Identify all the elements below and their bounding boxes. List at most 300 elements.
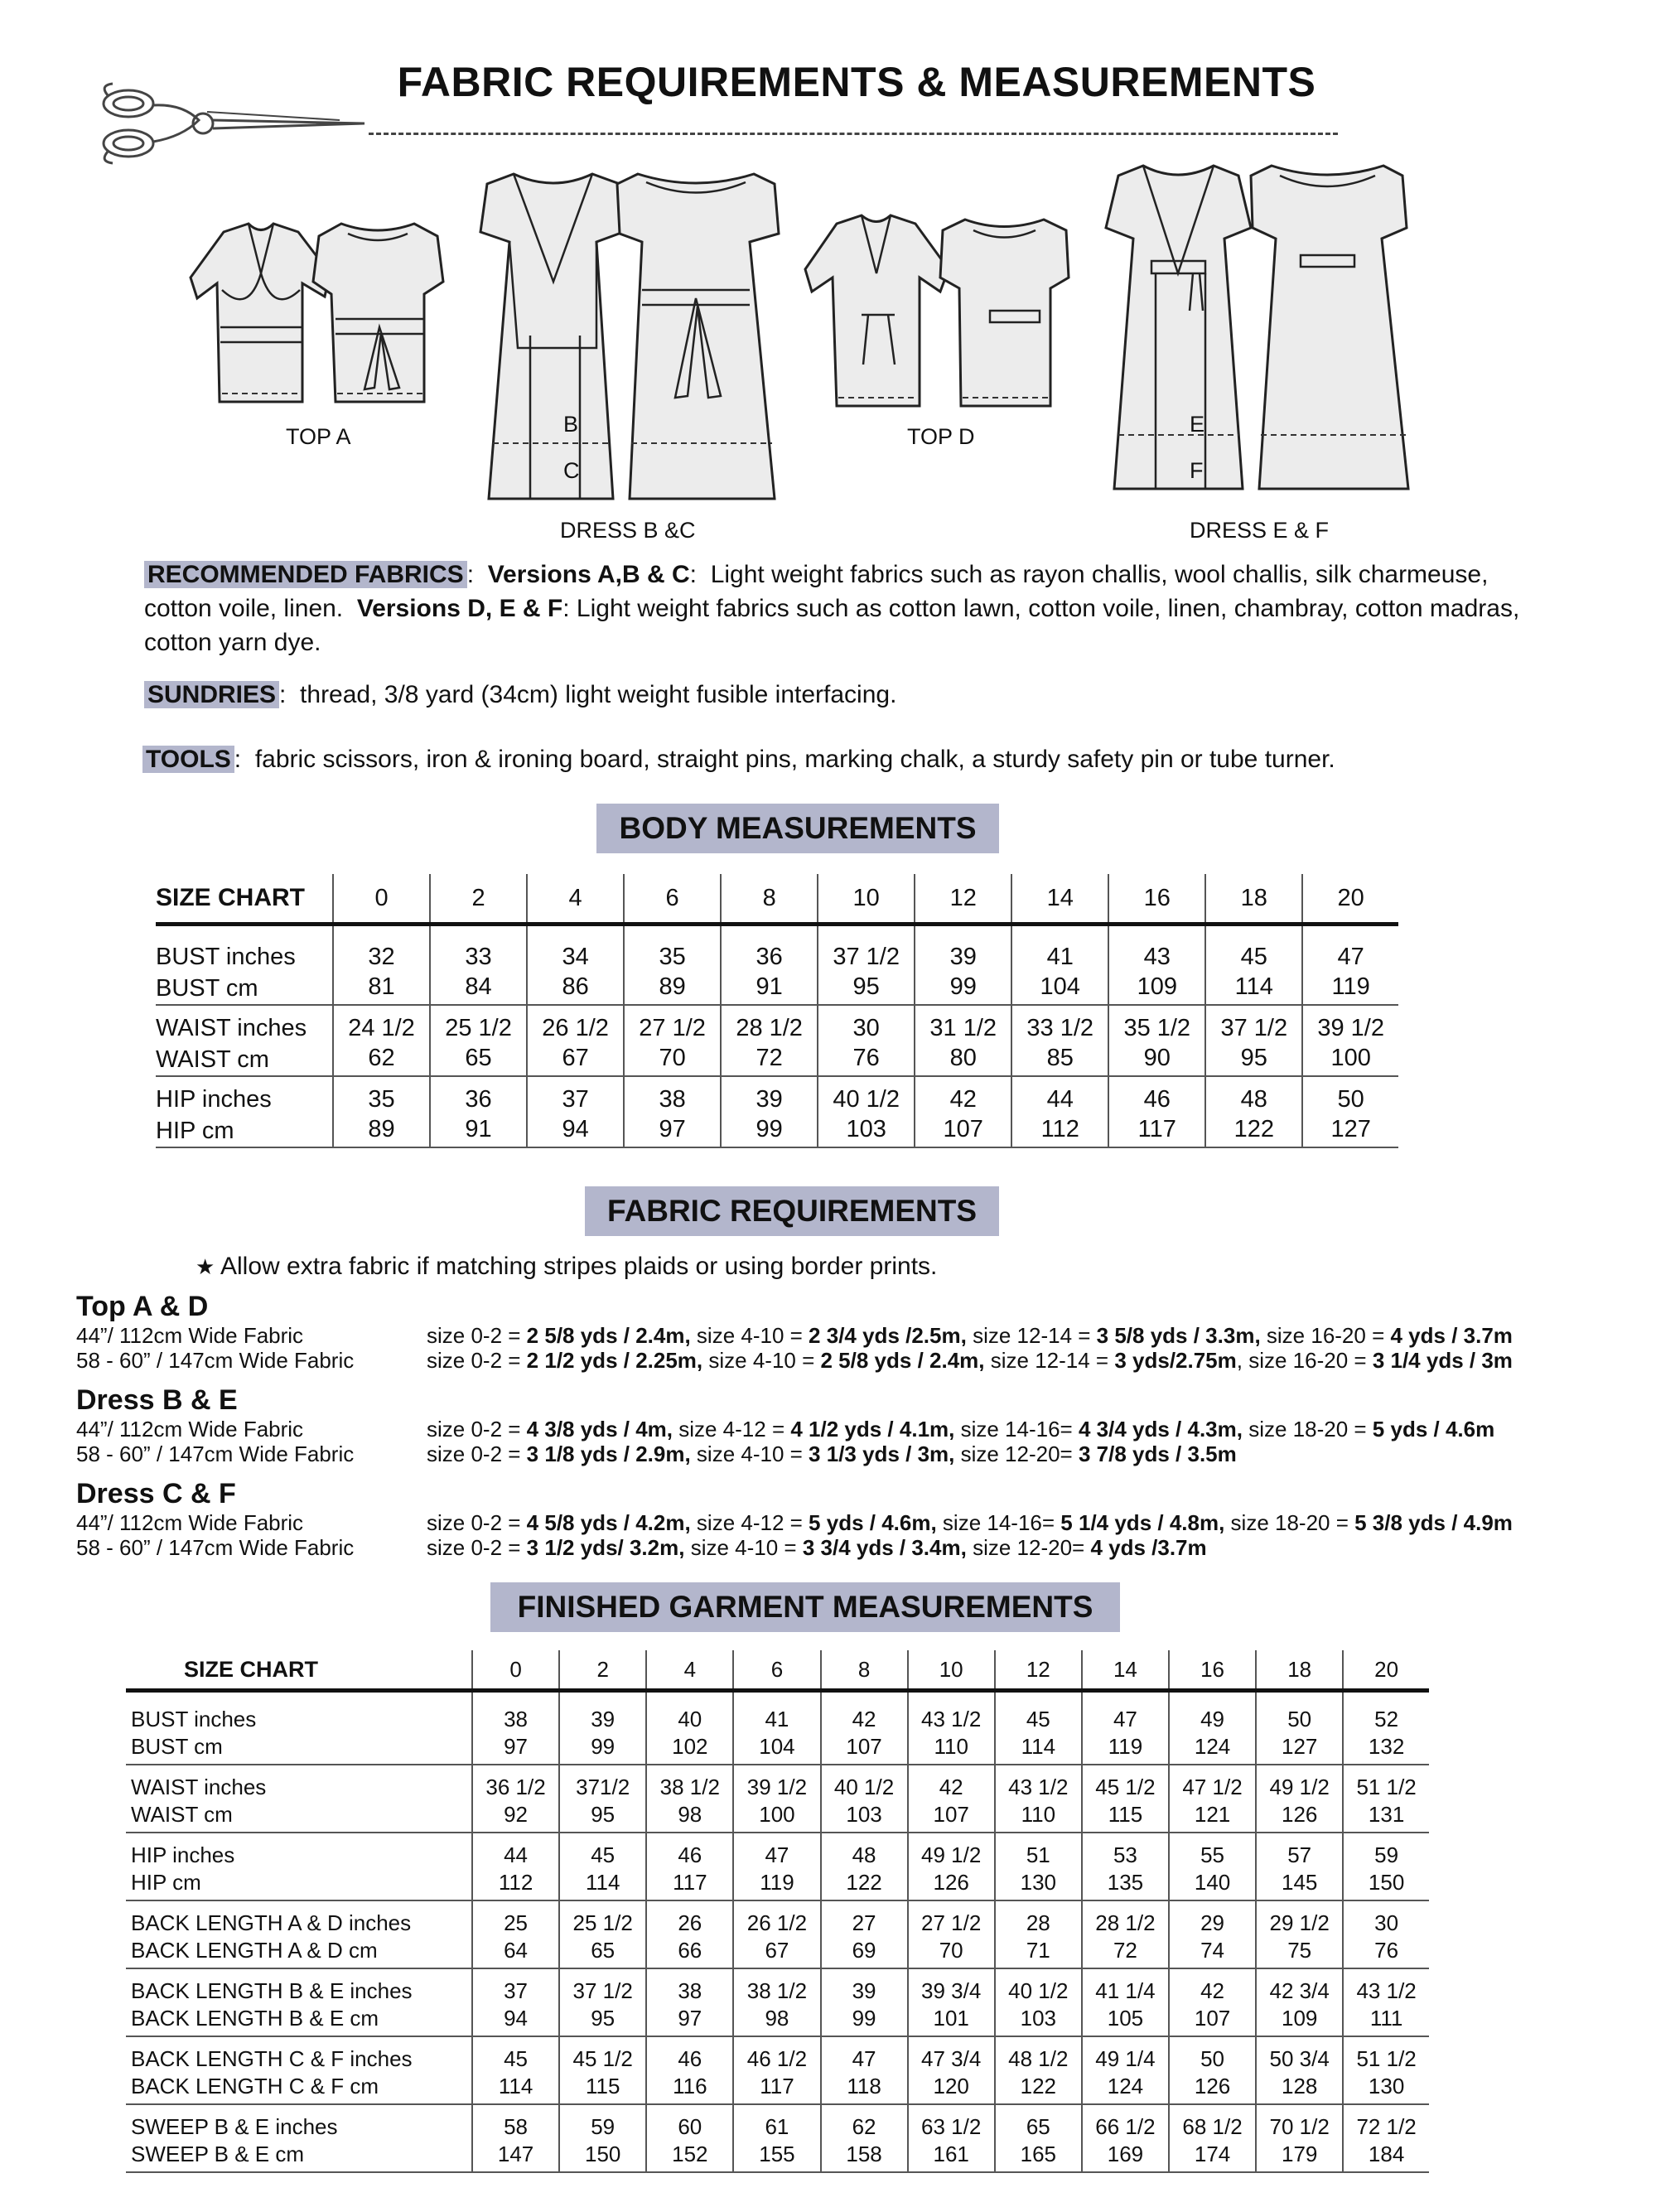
fabric-amount: 4 3/8 yds / 4m, (526, 1417, 673, 1442)
size-header-cell: 18 (1205, 874, 1302, 925)
top-a-back-sketch (313, 224, 443, 402)
fabric-size-range: size 4-10 = (702, 1348, 821, 1373)
fabric-amount: 3 1/2 yds/ 3.2m, (526, 1535, 685, 1560)
table-cell: 110 (995, 1801, 1082, 1833)
table-cell: 39 (915, 925, 1011, 973)
table-cell: 45 (559, 1833, 646, 1869)
table-cell: 41 1/4 (1082, 1968, 1169, 2005)
table-cell: 48 (821, 1833, 908, 1869)
table-cell: 117 (646, 1869, 733, 1900)
fabric-size-range: , size 16-20 = (1236, 1348, 1373, 1373)
table-cell: 95 (818, 973, 915, 1005)
row-label: WAIST cm (126, 1801, 472, 1833)
table-row (156, 973, 1398, 1005)
table-row (156, 1076, 1398, 1115)
versions-def-text: Light weight fabrics such as cotton lawn, cotton voile, linen, chambray, cotton madras, cotton yarn dye. (144, 595, 1520, 656)
table-cell: 126 (1256, 1801, 1343, 1833)
table-cell: 70 1/2 (1256, 2104, 1343, 2141)
fabric-width: 44”/ 112cm Wide Fabric (76, 1323, 304, 1348)
fabric-size-range: size 12-20= (966, 1535, 1091, 1560)
fabric-amount: 4 1/2 yds / 4.1m, (790, 1417, 955, 1442)
table-cell: 117 (1108, 1115, 1205, 1147)
table-cell: 174 (1169, 2141, 1256, 2172)
size-chart-label: SIZE CHART (156, 874, 333, 925)
table-cell: 57 (1256, 1833, 1343, 1869)
fabric-width: 58 - 60” / 147cm Wide Fabric (76, 1442, 355, 1466)
table-cell: 110 (908, 1733, 995, 1765)
table-cell: 60 (646, 2104, 733, 2141)
fabric-width: 58 - 60” / 147cm Wide Fabric (76, 1348, 355, 1373)
table-cell: 103 (821, 1801, 908, 1833)
table-cell: 70 (624, 1044, 721, 1076)
table-cell: 81 (333, 973, 430, 1005)
table-cell: 97 (624, 1115, 721, 1147)
table-cell: 35 (333, 1076, 430, 1115)
table-cell: 65 (995, 2104, 1082, 2141)
table-cell: 31 1/2 (915, 1005, 1011, 1044)
table-header-row (126, 1650, 1429, 1691)
table-cell: 49 1/2 (1256, 1765, 1343, 1801)
fabric-size-range: size 18-20 = (1242, 1417, 1373, 1442)
table-cell: 26 1/2 (527, 1005, 624, 1044)
table-cell: 72 (1082, 1937, 1169, 1968)
row-label: HIP cm (156, 1115, 333, 1147)
table-cell: 75 (1256, 1937, 1343, 1968)
table-cell: 120 (908, 2073, 995, 2104)
fabric-amount: 3 5/8 yds / 3.3m, (1096, 1323, 1261, 1348)
table-cell: 45 (472, 2036, 559, 2073)
table-cell: 127 (1302, 1115, 1398, 1147)
dress-bc-back-sketch (617, 174, 779, 499)
sundries-label: SUNDRIES (144, 681, 279, 708)
table-cell: 118 (821, 2073, 908, 2104)
table-cell: 90 (1108, 1044, 1205, 1076)
fabric-size-range: size 16-20 = (1260, 1323, 1391, 1348)
fabric-amount: 5 yds / 4.6m, (809, 1510, 937, 1535)
mark-f-label: F (1190, 458, 1204, 483)
row-label: WAIST inches (131, 1775, 267, 1799)
size-header-cell: 6 (624, 874, 721, 925)
fabric-amount: 2 1/2 yds / 2.25m, (526, 1348, 703, 1373)
table-cell: 29 1/2 (1256, 1900, 1343, 1937)
body-measurements-table (156, 874, 1398, 1148)
row-label: HIP inches (131, 1842, 235, 1867)
page-title: FABRIC REQUIREMENTS & MEASUREMENTS (397, 59, 1316, 105)
row-label: BACK LENGTH C & F cm (126, 2073, 472, 2104)
table-row (156, 1115, 1398, 1147)
table-cell: 52 (1343, 1691, 1429, 1734)
size-header-cell: 4 (646, 1650, 733, 1691)
fabric-amounts (427, 1510, 1513, 1536)
table-cell: 114 (472, 2073, 559, 2104)
fabric-requirements-heading: FABRIC REQUIREMENTS (585, 1186, 999, 1236)
table-cell: 112 (472, 1869, 559, 1900)
size-header-cell: 4 (527, 874, 624, 925)
size-header-cell: 18 (1256, 1650, 1343, 1691)
table-cell: 50 (1256, 1691, 1343, 1734)
fabric-amount: 3 yds/2.75m (1114, 1348, 1237, 1373)
table-cell: 40 1/2 (818, 1076, 915, 1115)
table-cell: 103 (818, 1115, 915, 1147)
table-cell: 97 (472, 1733, 559, 1765)
table-cell: 179 (1256, 2141, 1343, 2172)
table-cell: 65 (559, 1937, 646, 1968)
table-cell: 37 1/2 (1205, 1005, 1302, 1044)
table-cell: 39 (721, 1076, 818, 1115)
table-cell: 104 (733, 1733, 820, 1765)
table-cell: 42 (1169, 1968, 1256, 2005)
fabric-size-range: size 4-10 = (684, 1535, 803, 1560)
table-header-row (156, 874, 1398, 925)
fabric-requirements-list (76, 1291, 1650, 1560)
table-cell: 51 1/2 (1343, 1765, 1429, 1801)
dress-bc-front-sketch (480, 174, 628, 499)
table-row (126, 1900, 1429, 1937)
table-cell: 39 (821, 1968, 908, 2005)
table-cell: 121 (1169, 1801, 1256, 1833)
table-cell: 72 1/2 (1343, 2104, 1429, 2141)
table-cell: 131 (1343, 1801, 1429, 1833)
table-cell: 28 1/2 (721, 1005, 818, 1044)
table-cell: 44 (472, 1833, 559, 1869)
table-cell: 95 (559, 1801, 646, 1833)
table-cell: 40 1/2 (995, 1968, 1082, 2005)
table-cell: 33 (430, 925, 527, 973)
fabric-width: 44”/ 112cm Wide Fabric (76, 1417, 304, 1442)
table-cell: 86 (527, 973, 624, 1005)
fabric-amount: 5 3/8 yds / 4.9m (1354, 1510, 1513, 1535)
table-row (126, 1765, 1429, 1801)
table-cell: 127 (1256, 1733, 1343, 1765)
sundries-text: thread, 3/8 yard (34cm) light weight fusible interfacing. (300, 681, 897, 708)
table-cell: 107 (1169, 2005, 1256, 2036)
body-measurements-heading: BODY MEASUREMENTS (596, 804, 999, 853)
table-cell: 38 (624, 1076, 721, 1115)
fabric-amount: 3 3/4 yds / 3.4m, (802, 1535, 967, 1560)
finished-measurements-heading: FINISHED GARMENT MEASUREMENTS (490, 1582, 1120, 1632)
fabric-amount: 3 1/3 yds / 3m, (809, 1442, 955, 1466)
row-label: WAIST cm (156, 1044, 333, 1076)
table-cell: 34 (527, 925, 624, 973)
versions-abc-label: Versions A,B & C (487, 561, 690, 588)
table-cell: 68 1/2 (1169, 2104, 1256, 2141)
table-row (126, 2005, 1429, 2036)
table-cell: 50 (1169, 2036, 1256, 2073)
table-cell: 66 (646, 1937, 733, 1968)
fabric-size-range: size 12-14 = (984, 1348, 1115, 1373)
table-cell: 109 (1256, 2005, 1343, 2036)
table-cell: 102 (646, 1733, 733, 1765)
table-cell: 95 (559, 2005, 646, 2036)
table-cell: 67 (733, 1937, 820, 1968)
table-cell: 89 (333, 1115, 430, 1147)
table-cell: 61 (733, 2104, 820, 2141)
table-row (126, 1801, 1429, 1833)
table-cell: 169 (1082, 2141, 1169, 2172)
table-cell: 76 (818, 1044, 915, 1076)
row-label: BUST inches (131, 1707, 257, 1731)
row-label: BACK LENGTH A & D inches (131, 1910, 412, 1935)
tools-paragraph: TOOLS : fabric scissors, iron & ironing board, straight pins, marking chalk, a sturdy safety pin or tube turner. (142, 742, 1335, 776)
fabric-note (196, 1253, 937, 1281)
fabric-amount: 4 yds /3.7m (1090, 1535, 1207, 1560)
table-cell: 67 (527, 1044, 624, 1076)
table-cell: 124 (1082, 2073, 1169, 2104)
size-header-cell: 12 (915, 874, 1011, 925)
table-cell: 116 (646, 2073, 733, 2104)
fabric-amounts (427, 1417, 1494, 1442)
fabric-size-range: size 0-2 = (427, 1323, 527, 1348)
table-cell: 114 (1205, 973, 1302, 1005)
table-cell: 152 (646, 2141, 733, 2172)
row-label: SWEEP B & E inches (131, 2114, 338, 2139)
fabric-width: 44”/ 112cm Wide Fabric (76, 1510, 304, 1535)
table-cell: 130 (1343, 2073, 1429, 2104)
table-cell: 119 (1082, 1733, 1169, 1765)
size-header-cell: 2 (559, 1650, 646, 1691)
table-cell: 45 1/2 (1082, 1765, 1169, 1801)
top-a-label: TOP A (286, 424, 351, 449)
table-cell: 94 (472, 2005, 559, 2036)
table-cell: 105 (1082, 2005, 1169, 2036)
size-header-cell: 8 (821, 1650, 908, 1691)
table-row (126, 1968, 1429, 2005)
size-header-cell: 16 (1108, 874, 1205, 925)
fabric-note-text: Allow extra fabric if matching stripes plaids or using border prints. (220, 1253, 938, 1280)
dress-bc-label: DRESS B &C (560, 518, 696, 543)
table-cell: 43 1/2 (908, 1691, 995, 1734)
fabric-section (76, 1291, 1650, 1373)
table-cell: 51 (995, 1833, 1082, 1869)
table-row (156, 925, 1398, 973)
fabric-size-range: size 18-20 = (1224, 1510, 1355, 1535)
table-cell: 76 (1343, 1937, 1429, 1968)
size-header-cell: 10 (908, 1650, 995, 1691)
table-cell: 145 (1256, 1869, 1343, 1900)
table-cell: 47 (733, 1833, 820, 1869)
table-cell: 53 (1082, 1833, 1169, 1869)
table-cell: 27 (821, 1900, 908, 1937)
table-cell: 150 (1343, 1869, 1429, 1900)
fabric-line (76, 1323, 1650, 1348)
fabric-section-title: Dress B & E (76, 1384, 238, 1416)
size-header-cell: 0 (333, 874, 430, 925)
table-cell: 28 1/2 (1082, 1900, 1169, 1937)
table-cell: 26 1/2 (733, 1900, 820, 1937)
table-cell: 27 1/2 (624, 1005, 721, 1044)
table-cell: 109 (1108, 973, 1205, 1005)
table-cell: 62 (821, 2104, 908, 2141)
size-header-cell: 14 (1011, 874, 1108, 925)
fabric-size-range: size 0-2 = (427, 1510, 527, 1535)
top-d-back-sketch (940, 220, 1069, 406)
table-cell: 99 (559, 1733, 646, 1765)
table-cell: 29 (1169, 1900, 1256, 1937)
table-cell: 33 1/2 (1011, 1005, 1108, 1044)
table-cell: 30 (818, 1005, 915, 1044)
table-cell: 49 1/2 (908, 1833, 995, 1869)
table-cell: 41 (1011, 925, 1108, 973)
table-cell: 43 1/2 (1343, 1968, 1429, 2005)
table-cell: 99 (821, 2005, 908, 2036)
fabric-size-range: size 0-2 = (427, 1348, 527, 1373)
table-cell: 97 (646, 2005, 733, 2036)
table-row (126, 2073, 1429, 2104)
table-cell: 126 (908, 1869, 995, 1900)
table-cell: 80 (915, 1044, 1011, 1076)
fabric-amounts (427, 1323, 1513, 1349)
row-label: BACK LENGTH B & E inches (131, 1978, 413, 2003)
table-cell: 92 (472, 1801, 559, 1833)
table-cell: 63 1/2 (908, 2104, 995, 2141)
fabric-size-range: size 4-10 = (690, 1442, 809, 1466)
table-cell: 38 1/2 (646, 1765, 733, 1801)
table-row (126, 2141, 1429, 2172)
table-cell: 65 (430, 1044, 527, 1076)
fabric-section (76, 1478, 1650, 1560)
table-cell: 39 3/4 (908, 1968, 995, 2005)
table-cell: 100 (733, 1801, 820, 1833)
recommended-fabrics-label: RECOMMENDED FABRICS (144, 561, 467, 588)
tools-text: fabric scissors, iron & ironing board, straight pins, marking chalk, a sturdy safety pin or tube turner. (254, 746, 1335, 773)
row-label: BACK LENGTH B & E cm (126, 2005, 472, 2036)
table-cell: 98 (733, 2005, 820, 2036)
dress-ef-label: DRESS E & F (1190, 518, 1330, 543)
table-cell: 35 1/2 (1108, 1005, 1205, 1044)
table-cell: 36 1/2 (472, 1765, 559, 1801)
fabric-size-range: size 0-2 = (427, 1417, 527, 1442)
fabric-size-range: size 0-2 = (427, 1442, 527, 1466)
fabric-amount: 5 1/4 yds / 4.8m, (1060, 1510, 1225, 1535)
table-cell: 47 (1082, 1691, 1169, 1734)
table-cell: 30 (1343, 1900, 1429, 1937)
table-cell: 91 (721, 973, 818, 1005)
table-cell: 48 (1205, 1076, 1302, 1115)
table-row (126, 2104, 1429, 2141)
table-cell: 49 1/4 (1082, 2036, 1169, 2073)
table-cell: 58 (472, 2104, 559, 2141)
table-cell: 371/2 (559, 1765, 646, 1801)
table-cell: 50 (1302, 1076, 1398, 1115)
table-cell: 100 (1302, 1044, 1398, 1076)
mark-e-label: E (1190, 412, 1205, 437)
table-cell: 42 (915, 1076, 1011, 1115)
table-cell: 74 (1169, 1937, 1256, 1968)
table-cell: 111 (1343, 2005, 1429, 2036)
size-header-cell: 20 (1343, 1650, 1429, 1691)
fabric-line (76, 1417, 1650, 1442)
row-label: BUST cm (126, 1733, 472, 1765)
fabric-amount: 4 5/8 yds / 4.2m, (526, 1510, 691, 1535)
table-cell: 72 (721, 1044, 818, 1076)
size-header-cell: 8 (721, 874, 818, 925)
mark-c-label: C (563, 458, 580, 483)
fabric-size-range: size 4-12 = (690, 1510, 809, 1535)
table-cell: 38 1/2 (733, 1968, 820, 2005)
table-cell: 39 (559, 1691, 646, 1734)
row-label: HIP cm (126, 1869, 472, 1900)
fabric-amount: 2 5/8 yds / 2.4m, (526, 1323, 691, 1348)
table-cell: 115 (559, 2073, 646, 2104)
table-cell: 103 (995, 2005, 1082, 2036)
table-cell: 89 (624, 973, 721, 1005)
star-icon: ★ (196, 1254, 215, 1279)
table-cell: 122 (821, 1869, 908, 1900)
versions-abc-text: Light weight fabrics such as rayon challis, wool challis, silk charmeuse, cotton voile, linen. (144, 561, 1489, 622)
table-cell: 32 (333, 925, 430, 973)
fabric-amount: 4 3/4 yds / 4.3m, (1078, 1417, 1243, 1442)
table-cell: 42 (821, 1691, 908, 1734)
fabric-line (76, 1348, 1650, 1373)
table-cell: 184 (1343, 2141, 1429, 2172)
fabric-size-range: size 12-14 = (966, 1323, 1097, 1348)
table-cell: 46 (646, 1833, 733, 1869)
table-cell: 62 (333, 1044, 430, 1076)
table-row (126, 1733, 1429, 1765)
table-cell: 38 (472, 1691, 559, 1734)
table-cell: 70 (908, 1937, 995, 1968)
tools-label: TOOLS (142, 746, 234, 773)
fabric-amounts (427, 1442, 1237, 1467)
table-cell: 119 (733, 1869, 820, 1900)
table-row (126, 1869, 1429, 1900)
table-cell: 112 (1011, 1115, 1108, 1147)
table-cell: 98 (646, 1801, 733, 1833)
table-cell: 35 (624, 925, 721, 973)
row-label: BUST inches (156, 943, 296, 970)
table-cell: 126 (1169, 2073, 1256, 2104)
table-cell: 25 1/2 (430, 1005, 527, 1044)
recommended-fabrics-paragraph: RECOMMENDED FABRICS : Versions A,B & C: Light weight fabrics such as rayon challis, wool challis, silk charmeuse, cotton voile, linen. Versions D, E & F: Light weight fabrics such as cotton lawn, cotton voile, linen, chambray, cotton madras, cotton yarn dye. (144, 561, 1520, 656)
table-cell: 114 (559, 1869, 646, 1900)
table-cell: 42 (908, 1765, 995, 1801)
table-cell: 107 (915, 1115, 1011, 1147)
fabric-section-title: Top A & D (76, 1291, 209, 1322)
fabric-amount: 3 1/4 yds / 3m (1372, 1348, 1513, 1373)
table-cell: 36 (721, 925, 818, 973)
size-header-cell: 2 (430, 874, 527, 925)
size-header-cell: 6 (733, 1650, 820, 1691)
table-cell: 26 (646, 1900, 733, 1937)
table-cell: 27 1/2 (908, 1900, 995, 1937)
table-cell: 42 3/4 (1256, 1968, 1343, 2005)
table-cell: 39 1/2 (1302, 1005, 1398, 1044)
fabric-section (76, 1384, 1650, 1466)
table-cell: 38 (646, 1968, 733, 2005)
table-cell: 135 (1082, 1869, 1169, 1900)
dress-ef-front-sketch (1106, 166, 1251, 489)
size-header-cell: 12 (995, 1650, 1082, 1691)
table-row (126, 1833, 1429, 1869)
table-cell: 64 (472, 1937, 559, 1968)
table-cell: 45 (995, 1691, 1082, 1734)
fabric-line (76, 1535, 1650, 1560)
table-cell: 43 (1108, 925, 1205, 973)
fabric-amount: 3 7/8 yds / 3.5m (1078, 1442, 1237, 1466)
fabric-size-range: size 4-12 = (673, 1417, 791, 1442)
size-chart-label: SIZE CHART (126, 1650, 472, 1691)
row-label: BACK LENGTH C & F inches (131, 2046, 413, 2071)
table-cell: 128 (1256, 2073, 1343, 2104)
fabric-width: 58 - 60” / 147cm Wide Fabric (76, 1535, 355, 1560)
table-cell: 95 (1205, 1044, 1302, 1076)
size-header-cell: 20 (1302, 874, 1398, 925)
fabric-size-range: size 12-20= (954, 1442, 1079, 1466)
garment-illustrations (0, 157, 1680, 514)
dress-ef-back-sketch (1251, 166, 1408, 489)
size-header-cell: 0 (472, 1650, 559, 1691)
table-cell: 122 (1205, 1115, 1302, 1147)
